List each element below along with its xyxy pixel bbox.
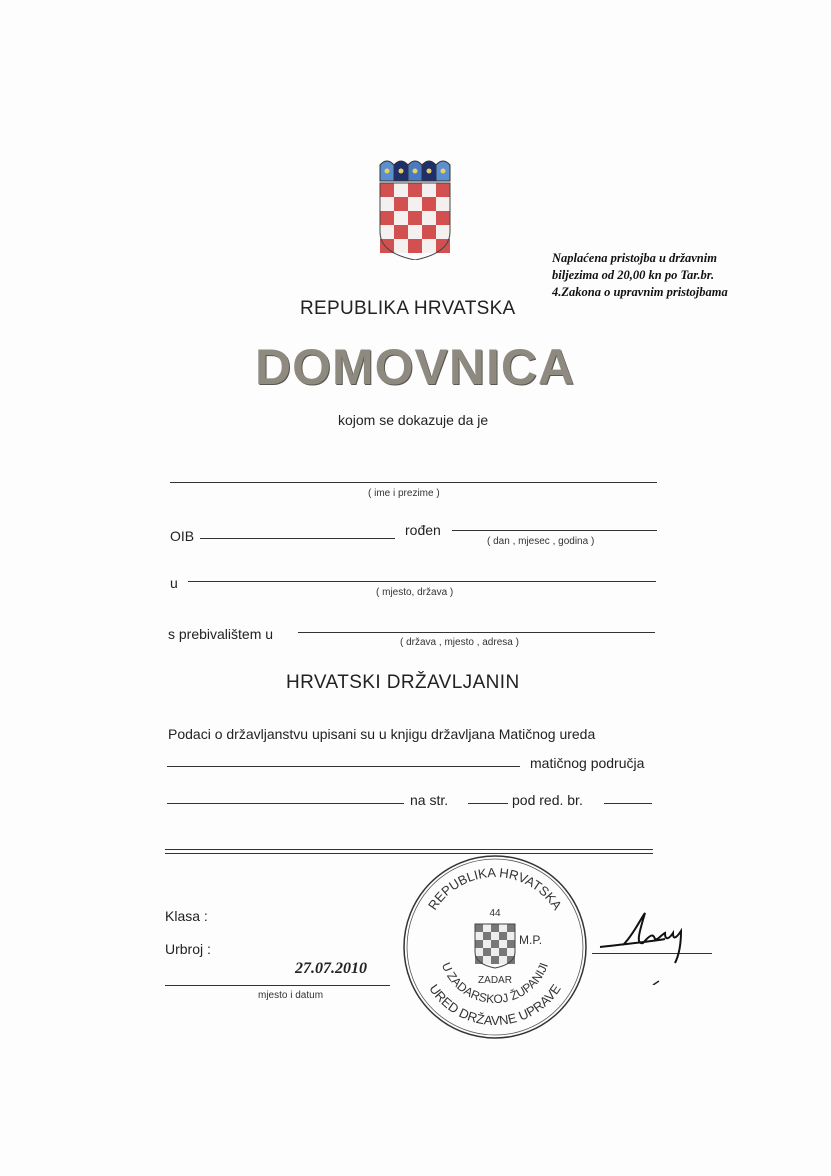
fee-note	[552, 250, 728, 301]
shield-square	[499, 932, 507, 940]
registry-text: Podaci o državljanstvu upisani su u knjigu državljana Matičnog ureda	[168, 726, 596, 742]
shield-square	[491, 932, 499, 940]
fee-note-line: Naplaćena pristojba u državnim	[552, 251, 717, 265]
signature-icon	[595, 905, 715, 985]
shield-square	[408, 225, 422, 239]
shield-square	[475, 948, 483, 956]
registry-office-line	[167, 766, 520, 767]
place-date-label: mjesto i datum	[258, 990, 324, 1001]
shield-square	[491, 956, 499, 964]
shield-square	[507, 924, 515, 932]
shield-square	[475, 924, 483, 932]
shield-square	[408, 239, 422, 253]
svg-text:REPUBLIKA HRVATSKA	[425, 865, 565, 913]
row-label: pod red. br.	[512, 792, 583, 808]
subtitle: kojom se dokazuje da je	[338, 412, 489, 428]
oib-label: OIB	[170, 528, 195, 544]
page-line	[468, 803, 508, 804]
official-stamp	[400, 852, 590, 1042]
page-label: na str.	[410, 792, 449, 808]
crown-star	[413, 169, 418, 174]
stamp-outer-text: URED DRŽAVNE UPRAVE	[426, 981, 564, 1029]
shield-square	[394, 197, 408, 211]
shield-square	[436, 211, 450, 225]
shield-square	[394, 239, 408, 253]
crown-star	[441, 169, 446, 174]
shield-square	[507, 932, 515, 940]
crown-star	[427, 169, 432, 174]
shield-square	[408, 183, 422, 197]
shield-square	[422, 225, 436, 239]
shield-square	[491, 924, 499, 932]
born-label: rođen	[405, 522, 441, 538]
stamp-city: ZADAR	[478, 975, 512, 986]
fee-note-line: 4.Zakona o upravnim pristojbama	[552, 285, 728, 299]
klasa-label: Klasa :	[165, 908, 208, 924]
crown-star	[385, 169, 390, 174]
shield-square	[422, 211, 436, 225]
born-hint: ( dan , mjesec , godina )	[487, 536, 595, 547]
shield-square	[394, 183, 408, 197]
book-line	[167, 803, 404, 804]
shield-square	[380, 225, 394, 239]
stamp-shield-icon	[475, 924, 515, 968]
shield-square	[483, 924, 491, 932]
shield-square	[499, 940, 507, 948]
shield-square	[475, 940, 483, 948]
shield-square	[499, 924, 507, 932]
shield-square	[380, 183, 394, 197]
shield-square	[483, 932, 491, 940]
shield-square	[394, 225, 408, 239]
shield-square	[422, 183, 436, 197]
shield-square	[408, 197, 422, 211]
residence-line	[298, 632, 655, 633]
born-line	[452, 530, 657, 531]
row-line	[604, 803, 652, 804]
shield-square	[436, 197, 450, 211]
urbroj-label: Urbroj :	[165, 941, 211, 957]
name-hint: ( ime i prezime )	[368, 488, 440, 499]
issue-date: 27.07.2010	[295, 960, 367, 977]
residence-label: s prebivalištem u	[168, 626, 274, 642]
birthplace-hint: ( mjesto, država )	[376, 587, 454, 598]
shield-square	[394, 211, 408, 225]
birthplace-line	[188, 581, 656, 582]
divider	[165, 849, 653, 850]
shield-square	[499, 948, 507, 956]
place-date-line	[165, 985, 390, 986]
coat-of-arms-icon	[370, 145, 462, 260]
shield-square	[507, 940, 515, 948]
birthplace-label: u	[170, 575, 178, 591]
name-line	[170, 482, 657, 483]
shield-square	[507, 948, 515, 956]
oib-line	[200, 538, 395, 539]
shield-square	[499, 956, 507, 964]
citizen-heading: HRVATSKI DRŽAVLJANIN	[286, 672, 520, 693]
area-label: matičnog područja	[530, 755, 645, 771]
shield-square	[408, 211, 422, 225]
stamp-top-text: REPUBLIKA HRVATSKA	[425, 864, 565, 913]
shield-square	[422, 239, 436, 253]
shield-square	[475, 932, 483, 940]
shield-square	[483, 948, 491, 956]
shield-square	[483, 956, 491, 964]
crown-star	[399, 169, 404, 174]
shield-square	[380, 197, 394, 211]
shield-square	[491, 940, 499, 948]
shield-square	[436, 183, 450, 197]
shield-square	[380, 211, 394, 225]
shield-square	[491, 948, 499, 956]
shield-square	[422, 197, 436, 211]
document-title: DOMOVNICA	[255, 339, 576, 395]
residence-hint: ( država , mjesto , adresa )	[400, 637, 519, 648]
stamp-mp: M.P.	[519, 933, 543, 947]
shield-square	[483, 940, 491, 948]
stamp-inner-text: U ZADARSKOJ ŽUPANIJI	[438, 960, 552, 1007]
stamp-number: 44	[489, 908, 501, 919]
country-heading: REPUBLIKA HRVATSKA	[300, 298, 516, 319]
fee-note-line: biljezima od 20,00 kn po Tar.br.	[552, 268, 715, 282]
shield-square	[436, 225, 450, 239]
